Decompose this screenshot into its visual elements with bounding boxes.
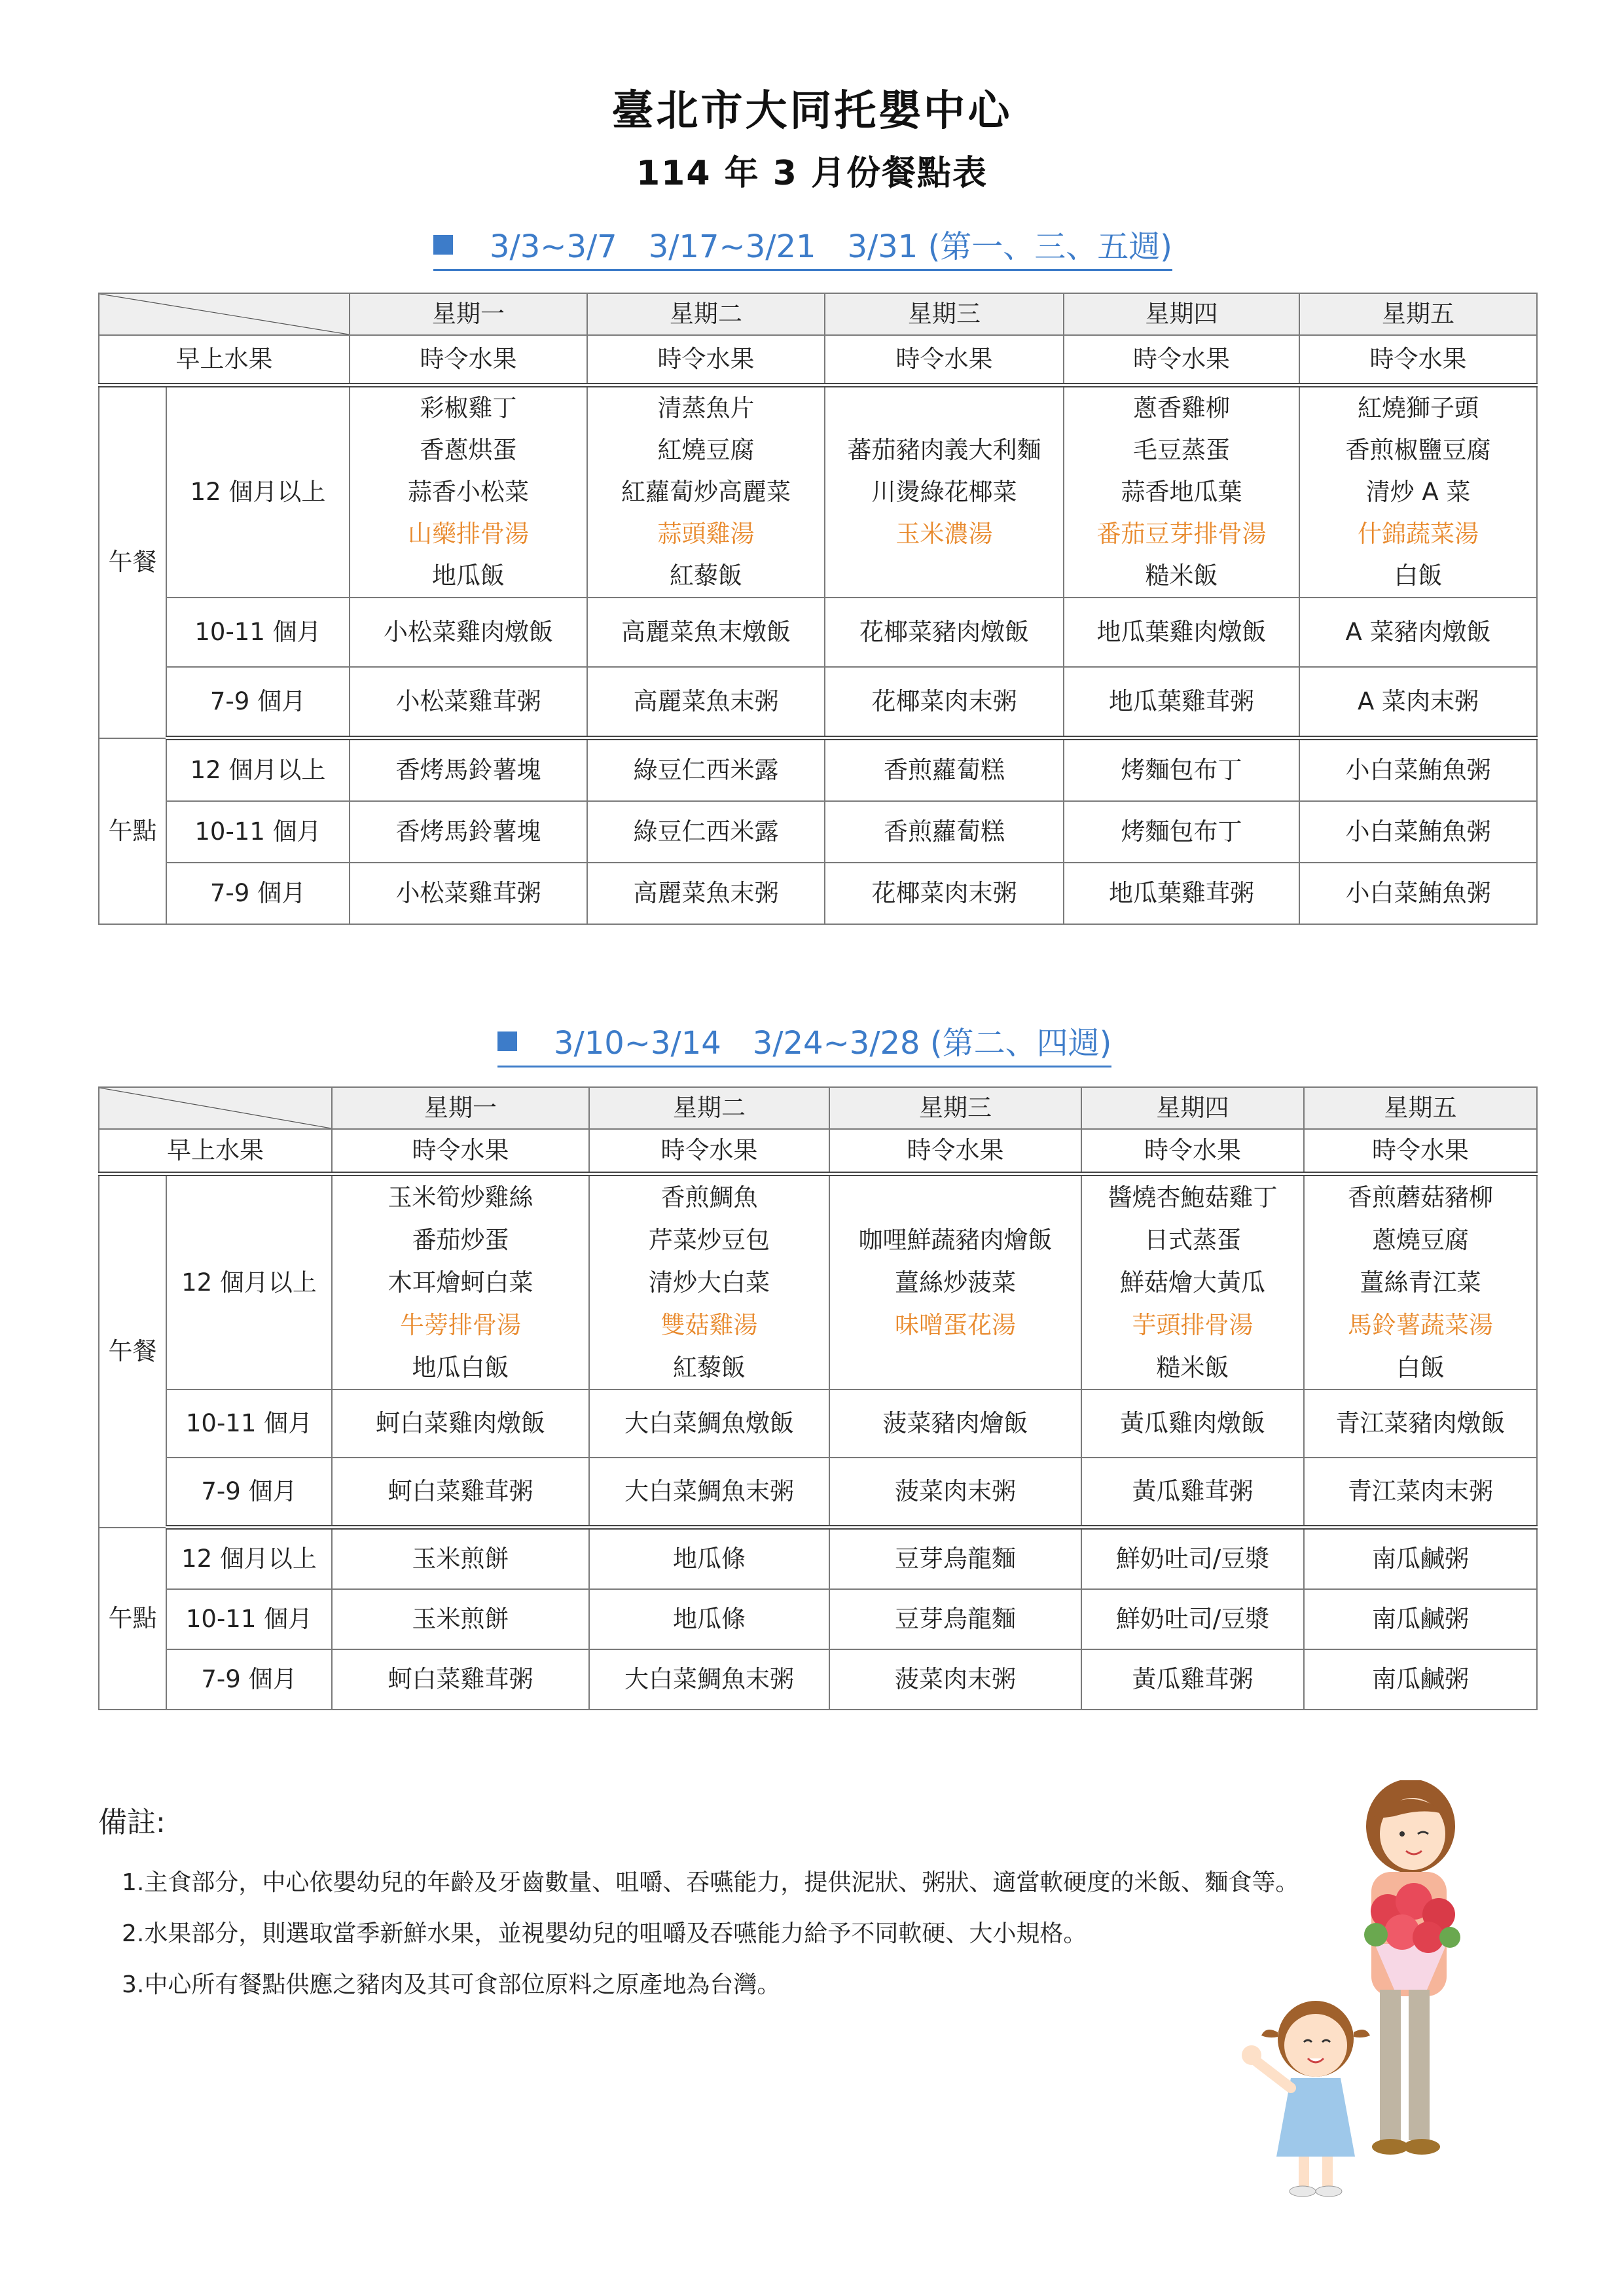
lunch-dishes-cell [1064, 386, 1299, 598]
square-bullet-icon [497, 1031, 517, 1051]
dish-item: 白飯 [1396, 1354, 1445, 1382]
dish-item: 香煎蘑菇豬柳 [1348, 1183, 1493, 1211]
snack-cell: 花椰菜肉末粥 [825, 863, 1064, 924]
lunch-dishes-cell [589, 1174, 829, 1390]
dish-item: 香蔥烘蛋 [420, 436, 517, 464]
age-group-label: 10-11 個月 [166, 598, 350, 667]
notes-section [98, 1799, 1299, 2011]
day-header: 星期三 [825, 293, 1064, 335]
girl-figure [1242, 2001, 1370, 2197]
snack-cell: 小白菜鮪魚粥 [1299, 801, 1537, 863]
snack-cell: 綠豆仁西米露 [587, 801, 825, 863]
snack-cell: 香煎蘿蔔糕 [825, 801, 1064, 863]
soup-dish: 芋頭排骨湯 [1132, 1311, 1254, 1339]
snack-label: 午點 [99, 1528, 166, 1710]
dish-item: 番茄炒蛋 [412, 1226, 509, 1254]
lunch-dishes-cell [350, 386, 587, 598]
lunch-dishes-cell [332, 1174, 589, 1390]
diagonal-line [99, 1088, 331, 1128]
snack-cell: 南瓜鹹粥 [1304, 1528, 1537, 1590]
page-subtitle: 114 年 3 月份餐點表 [636, 154, 988, 193]
age-group-label: 10-11 個月 [166, 1390, 332, 1458]
dish-item: 毛豆蒸蛋 [1133, 436, 1230, 464]
day-header: 星期四 [1064, 293, 1299, 335]
menu-table-week-2 [98, 1086, 1538, 1710]
snack-cell: 鮮奶吐司/豆漿 [1081, 1589, 1304, 1649]
dish-item: 蒜香小松菜 [408, 478, 529, 506]
note-item: 2.水果部分，則選取當季新鮮水果，並視嬰幼兒的咀嚼及吞嚥能力給予不同軟硬、大小規格。 [122, 1920, 1087, 1947]
lunch-label: 午餐 [99, 386, 166, 738]
dish-item [830, 1176, 1081, 1219]
snack-cell: 地瓜條 [589, 1589, 829, 1649]
lunch-cell: 青江菜豬肉燉飯 [1304, 1390, 1537, 1458]
lunch-cell: 大白菜鯛魚燉飯 [589, 1390, 829, 1458]
snack-cell: 豆芽烏龍麵 [829, 1528, 1081, 1590]
lunch-cell: 黃瓜雞茸粥 [1081, 1458, 1304, 1528]
soup-dish: 山藥排骨湯 [408, 520, 529, 548]
lunch-cell: 花椰菜肉末粥 [825, 667, 1064, 738]
dish-item: 咖哩鮮蔬豬肉燴飯 [858, 1226, 1053, 1254]
age-group-label: 10-11 個月 [166, 801, 350, 863]
morning-fruit-cell: 時令水果 [829, 1129, 1081, 1174]
dish-item [830, 1346, 1081, 1389]
age-group-label: 12 個月以上 [166, 1528, 332, 1590]
snack-cell: 地瓜條 [589, 1528, 829, 1590]
snack-cell: 蚵白菜雞茸粥 [332, 1649, 589, 1710]
dish-item: 糙米飯 [1156, 1354, 1229, 1382]
dish-item: 白飯 [1394, 562, 1443, 590]
snack-cell: 豆芽烏龍麵 [829, 1589, 1081, 1649]
age-group-label: 12 個月以上 [166, 738, 350, 802]
day-header: 星期二 [589, 1087, 829, 1129]
note-item: 1.主食部分，中心依嬰幼兒的年齡及牙齒數量、咀嚼、吞嚥能力，提供泥狀、粥狀、適當軟硬度的米飯、麵食等。 [122, 1869, 1299, 1896]
lunch-cell: A 菜肉末粥 [1299, 667, 1537, 738]
page-title: 臺北市大同托嬰中心 [611, 87, 1013, 135]
snack-cell: 烤麵包布丁 [1064, 738, 1299, 802]
dish-item: 彩椒雞丁 [420, 394, 517, 422]
snack-cell: 高麗菜魚末粥 [587, 863, 825, 924]
lunch-dishes-cell [587, 386, 825, 598]
snack-cell: 菠菜肉末粥 [829, 1649, 1081, 1710]
dish-item: 木耳燴蚵白菜 [388, 1268, 533, 1297]
age-group-label: 10-11 個月 [166, 1589, 332, 1649]
mother-figure [1364, 1780, 1460, 2155]
diagonal-corner-cell [99, 293, 350, 335]
day-header: 星期五 [1304, 1087, 1537, 1129]
day-header: 星期四 [1081, 1087, 1304, 1129]
week-heading-text: 3/3~3/7 3/17~3/21 3/31 (第一、三、五週) [490, 228, 1173, 265]
dish-item: 香煎椒鹽豆腐 [1345, 436, 1491, 464]
morning-fruit-cell: 時令水果 [332, 1129, 589, 1174]
dish-item: 紅燒獅子頭 [1358, 394, 1479, 422]
lunch-cell: 小松菜雞茸粥 [350, 667, 587, 738]
snack-cell: 烤麵包布丁 [1064, 801, 1299, 863]
lunch-cell: 菠菜豬肉燴飯 [829, 1390, 1081, 1458]
soup-dish: 雙菇雞湯 [660, 1311, 758, 1339]
dish-item: 清炒 A 菜 [1365, 478, 1471, 506]
soup-dish: 番茄豆芽排骨湯 [1096, 520, 1267, 548]
morning-fruit-cell: 時令水果 [589, 1129, 829, 1174]
dish-item: 日式蒸蛋 [1144, 1226, 1241, 1254]
lunch-dishes-cell [829, 1174, 1081, 1390]
soup-dish: 玉米濃湯 [895, 520, 993, 548]
lunch-cell: 菠菜肉末粥 [829, 1458, 1081, 1528]
snack-cell: 玉米煎餅 [332, 1589, 589, 1649]
lunch-cell: 大白菜鯛魚末粥 [589, 1458, 829, 1528]
dish-item: 紅燒豆腐 [657, 436, 755, 464]
snack-cell: 南瓜鹹粥 [1304, 1589, 1537, 1649]
lunch-cell: 花椰菜豬肉燉飯 [825, 598, 1064, 667]
morning-fruit-cell: 時令水果 [350, 335, 587, 386]
lunch-cell: 蚵白菜雞肉燉飯 [332, 1390, 589, 1458]
week-heading-1 [433, 221, 1172, 271]
lunch-cell: 地瓜葉雞肉燉飯 [1064, 598, 1299, 667]
lunch-cell: 小松菜雞肉燉飯 [350, 598, 587, 667]
lunch-cell: 蚵白菜雞茸粥 [332, 1458, 589, 1528]
day-header: 星期一 [332, 1087, 589, 1129]
age-group-label: 7-9 個月 [166, 1458, 332, 1528]
lunch-dishes-cell [1081, 1174, 1304, 1390]
dish-item: 薑絲青江菜 [1360, 1268, 1481, 1297]
diagonal-line [99, 294, 349, 334]
dish-item: 蔥燒豆腐 [1372, 1226, 1469, 1254]
snack-cell: 地瓜葉雞茸粥 [1064, 863, 1299, 924]
lunch-cell: 青江菜肉末粥 [1304, 1458, 1537, 1528]
dish-item: 地瓜白飯 [412, 1354, 509, 1382]
age-group-label: 7-9 個月 [166, 667, 350, 738]
dish-item: 玉米筍炒雞絲 [388, 1183, 533, 1211]
day-header: 星期五 [1299, 293, 1537, 335]
lunch-cell: A 菜豬肉燉飯 [1299, 598, 1537, 667]
morning-fruit-label: 早上水果 [99, 335, 350, 386]
dish-item [825, 555, 1063, 597]
lunch-cell: 地瓜葉雞茸粥 [1064, 667, 1299, 738]
age-group-label: 7-9 個月 [166, 1649, 332, 1710]
snack-cell: 香烤馬鈴薯塊 [350, 801, 587, 863]
soup-dish: 蒜頭雞湯 [657, 520, 755, 548]
dish-item: 鮮菇燴大黃瓜 [1120, 1268, 1265, 1297]
snack-cell: 香烤馬鈴薯塊 [350, 738, 587, 802]
dish-item: 清蒸魚片 [657, 394, 755, 422]
dish-item: 川燙綠花椰菜 [871, 478, 1017, 506]
week-heading-2 [497, 1018, 1111, 1067]
week-heading-text: 3/10~3/14 3/24~3/28 (第二、四週) [554, 1025, 1112, 1062]
morning-fruit-label: 早上水果 [99, 1129, 332, 1174]
dish-item: 紅藜飯 [673, 1354, 746, 1382]
snack-cell: 小白菜鮪魚粥 [1299, 738, 1537, 802]
dish-item: 清炒大白菜 [649, 1268, 770, 1297]
lunch-cell: 黃瓜雞肉燉飯 [1081, 1390, 1304, 1458]
snack-cell: 綠豆仁西米露 [587, 738, 825, 802]
age-group-label: 12 個月以上 [166, 386, 350, 598]
morning-fruit-cell: 時令水果 [1064, 335, 1299, 386]
dish-item [825, 387, 1063, 429]
notes-heading: 備註: [98, 1806, 166, 1839]
morning-fruit-cell: 時令水果 [825, 335, 1064, 386]
snack-cell: 小白菜鮪魚粥 [1299, 863, 1537, 924]
square-bullet-icon [433, 235, 453, 255]
snack-cell: 黃瓜雞茸粥 [1081, 1649, 1304, 1710]
morning-fruit-cell: 時令水果 [1081, 1129, 1304, 1174]
snack-cell: 玉米煎餅 [332, 1528, 589, 1590]
diagonal-corner-cell [99, 1087, 332, 1129]
menu-table-week-1 [98, 293, 1538, 925]
day-header: 星期三 [829, 1087, 1081, 1129]
soup-dish: 牛蒡排骨湯 [400, 1311, 521, 1339]
age-group-label: 7-9 個月 [166, 863, 350, 924]
snack-cell: 香煎蘿蔔糕 [825, 738, 1064, 802]
dish-item: 蒜香地瓜葉 [1121, 478, 1242, 506]
lunch-cell: 高麗菜魚末燉飯 [587, 598, 825, 667]
lunch-dishes-cell [825, 386, 1064, 598]
age-group-label: 12 個月以上 [166, 1174, 332, 1390]
snack-cell: 南瓜鹹粥 [1304, 1649, 1537, 1710]
dish-item: 紅蘿蔔炒高麗菜 [621, 478, 791, 506]
snack-cell: 小松菜雞茸粥 [350, 863, 587, 924]
dish-item: 醬燒杏鮑菇雞丁 [1108, 1183, 1278, 1211]
lunch-label: 午餐 [99, 1174, 166, 1528]
soup-dish: 什錦蔬菜湯 [1358, 520, 1479, 548]
dish-item: 芹菜炒豆包 [649, 1226, 770, 1254]
morning-fruit-cell: 時令水果 [1299, 335, 1537, 386]
morning-fruit-cell: 時令水果 [587, 335, 825, 386]
soup-dish: 味噌蛋花湯 [895, 1311, 1016, 1339]
snack-cell: 鮮奶吐司/豆漿 [1081, 1528, 1304, 1590]
snack-cell: 大白菜鯛魚末粥 [589, 1649, 829, 1710]
day-header: 星期二 [587, 293, 825, 335]
morning-fruit-cell: 時令水果 [1304, 1129, 1537, 1174]
lunch-dishes-cell [1299, 386, 1537, 598]
lunch-cell: 高麗菜魚末粥 [587, 667, 825, 738]
dish-item: 地瓜飯 [432, 562, 505, 590]
dish-item: 香煎鯛魚 [660, 1183, 758, 1211]
lunch-dishes-cell [1304, 1174, 1537, 1390]
dish-item: 蔥香雞柳 [1133, 394, 1230, 422]
dish-item: 蕃茄豬肉義大利麵 [847, 436, 1041, 464]
day-header: 星期一 [350, 293, 587, 335]
dish-item: 薑絲炒菠菜 [895, 1268, 1016, 1297]
soup-dish: 馬鈴薯蔬菜湯 [1348, 1311, 1493, 1339]
dish-item: 糙米飯 [1145, 562, 1218, 590]
note-item: 3.中心所有餐點供應之豬肉及其可食部位原料之原產地為台灣。 [122, 1971, 781, 1998]
snack-label: 午點 [99, 738, 166, 925]
mother-daughter-illustration [1231, 1780, 1532, 2199]
dish-item: 紅藜飯 [670, 562, 742, 590]
